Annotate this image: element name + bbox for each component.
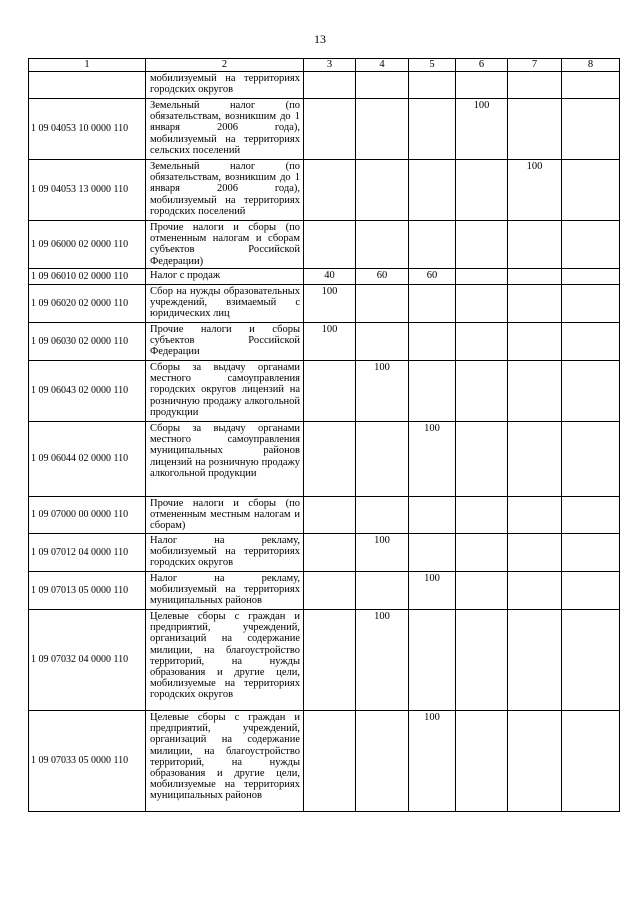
value-cell: [409, 610, 456, 711]
value-cell: [456, 422, 508, 497]
value-cell: [356, 497, 409, 534]
value-cell: [409, 497, 456, 534]
value-cell: [409, 534, 456, 572]
value-cell: [409, 361, 456, 422]
value-cell: [456, 361, 508, 422]
value-cell: [356, 323, 409, 361]
table-row: [29, 610, 620, 711]
value-cell: [456, 323, 508, 361]
value-cell: [562, 160, 620, 221]
tax-name: Сбор на нужды образовательных учреждений, взимаемый с юридических лиц: [146, 285, 304, 323]
tax-name: Земельный налог (по обязательствам, возникшим до 1 января 2006 года), мобилизуемый на территориях городских поселений: [146, 160, 304, 221]
column-header: 1: [29, 59, 146, 72]
value-cell: [456, 285, 508, 323]
value-cell: [409, 99, 456, 160]
budget-code: 1 09 06043 02 0000 110: [29, 361, 146, 422]
value-cell: [508, 610, 562, 711]
table-row: [29, 361, 620, 422]
value-cell: [304, 422, 356, 497]
value-cell: [562, 422, 620, 497]
value-cell: [508, 221, 562, 269]
value-cell: [562, 572, 620, 610]
value-cell: 100: [304, 285, 356, 323]
tax-name: Земельный налог (по обязательствам, возникшим до 1 января 2006 года), мобилизуемый на территориях сельских поселений: [146, 99, 304, 160]
value-cell: 60: [409, 269, 456, 285]
tax-name: Налог с продаж: [146, 269, 304, 285]
value-cell: [508, 422, 562, 497]
budget-code: 1 09 06044 02 0000 110: [29, 422, 146, 497]
value-cell: [304, 572, 356, 610]
budget-code: 1 09 07032 04 0000 110: [29, 610, 146, 711]
budget-code: 1 09 07012 04 0000 110: [29, 534, 146, 572]
column-header: 2: [146, 59, 304, 72]
value-cell: [304, 160, 356, 221]
value-cell: [508, 269, 562, 285]
table-row: [29, 534, 620, 572]
value-cell: [508, 72, 562, 99]
value-cell: [562, 361, 620, 422]
header-row: [29, 59, 620, 72]
tax-name: Сборы за выдачу органами местного самоуправления городских округов лицензий на розничную продажу алкогольной продукции: [146, 361, 304, 422]
tax-name: Прочие налоги и сборы субъектов Российской Федерации: [146, 323, 304, 361]
value-cell: [356, 711, 409, 812]
table-row: [29, 497, 620, 534]
tax-name: Прочие налоги и сборы (по отмененным местным налогам и сборам): [146, 497, 304, 534]
value-cell: 100: [456, 99, 508, 160]
table-row: [29, 323, 620, 361]
table-row: [29, 221, 620, 269]
value-cell: [508, 534, 562, 572]
value-cell: [456, 72, 508, 99]
value-cell: [409, 285, 456, 323]
value-cell: 60: [356, 269, 409, 285]
budget-code: 1 09 07000 00 0000 110: [29, 497, 146, 534]
value-cell: [304, 610, 356, 711]
value-cell: [304, 99, 356, 160]
tax-name: Целевые сборы с граждан и предприятий, учреждений, организаций на содержание милиции, на благоустройство территорий, на нужды образования и другие цели, мобилизуемые на территориях городских округов: [146, 610, 304, 711]
value-cell: [356, 422, 409, 497]
column-header: 5: [409, 59, 456, 72]
tax-name: Сборы за выдачу органами местного самоуправления муниципальных районов лицензий на розничную продажу алкогольной продукции: [146, 422, 304, 497]
value-cell: [456, 221, 508, 269]
value-cell: [508, 323, 562, 361]
value-cell: [508, 361, 562, 422]
value-cell: [508, 99, 562, 160]
column-header: 6: [456, 59, 508, 72]
column-header: 3: [304, 59, 356, 72]
table-row: [29, 711, 620, 812]
value-cell: [562, 711, 620, 812]
value-cell: 100: [356, 534, 409, 572]
value-cell: [456, 534, 508, 572]
value-cell: [356, 572, 409, 610]
table-row: [29, 572, 620, 610]
value-cell: [304, 221, 356, 269]
value-cell: [562, 497, 620, 534]
value-cell: [562, 99, 620, 160]
value-cell: [456, 572, 508, 610]
budget-code: 1 09 06010 02 0000 110: [29, 269, 146, 285]
budget-code: [29, 72, 146, 99]
value-cell: [562, 285, 620, 323]
value-cell: [562, 323, 620, 361]
value-cell: [409, 160, 456, 221]
value-cell: [456, 497, 508, 534]
column-header: 7: [508, 59, 562, 72]
budget-code: 1 09 07013 05 0000 110: [29, 572, 146, 610]
budget-code: 1 09 06000 02 0000 110: [29, 221, 146, 269]
value-cell: 100: [409, 422, 456, 497]
table-row: [29, 269, 620, 285]
budget-code: 1 09 07033 05 0000 110: [29, 711, 146, 812]
value-cell: 40: [304, 269, 356, 285]
budget-code: 1 09 04053 13 0000 110: [29, 160, 146, 221]
value-cell: 100: [356, 610, 409, 711]
value-cell: [304, 497, 356, 534]
value-cell: [304, 361, 356, 422]
value-cell: 100: [356, 361, 409, 422]
value-cell: [562, 221, 620, 269]
value-cell: 100: [508, 160, 562, 221]
value-cell: [304, 534, 356, 572]
value-cell: 100: [409, 711, 456, 812]
value-cell: [508, 572, 562, 610]
value-cell: [356, 221, 409, 269]
table-row: [29, 422, 620, 497]
value-cell: [409, 323, 456, 361]
value-cell: [304, 72, 356, 99]
value-cell: [562, 72, 620, 99]
value-cell: 100: [409, 572, 456, 610]
tax-name: мобилизуемый на территориях городских округов: [146, 72, 304, 99]
value-cell: [356, 285, 409, 323]
tax-name: Налог на рекламу, мобилизуемый на территориях муниципальных районов: [146, 572, 304, 610]
tax-name: Налог на рекламу, мобилизуемый на территориях городских округов: [146, 534, 304, 572]
budget-table: [28, 58, 620, 812]
table-row: [29, 160, 620, 221]
value-cell: [356, 72, 409, 99]
value-cell: [409, 221, 456, 269]
value-cell: [304, 711, 356, 812]
value-cell: [356, 99, 409, 160]
value-cell: [562, 610, 620, 711]
value-cell: [456, 711, 508, 812]
value-cell: [508, 497, 562, 534]
value-cell: 100: [304, 323, 356, 361]
page-number: 13: [314, 32, 326, 46]
value-cell: [508, 711, 562, 812]
table-row: [29, 285, 620, 323]
table-row: [29, 72, 620, 99]
table-row: [29, 99, 620, 160]
value-cell: [456, 160, 508, 221]
value-cell: [356, 160, 409, 221]
value-cell: [409, 72, 456, 99]
value-cell: [562, 269, 620, 285]
value-cell: [456, 269, 508, 285]
column-header: 4: [356, 59, 409, 72]
budget-code: 1 09 06030 02 0000 110: [29, 323, 146, 361]
column-header: 8: [562, 59, 620, 72]
value-cell: [508, 285, 562, 323]
tax-name: Целевые сборы с граждан и предприятий, учреждений, организаций на содержание милиции, на благоустройство территорий, на нужды образования и другие цели, мобилизуемые на территориях муниципальных районов: [146, 711, 304, 812]
budget-code: 1 09 06020 02 0000 110: [29, 285, 146, 323]
budget-code: 1 09 04053 10 0000 110: [29, 99, 146, 160]
value-cell: [456, 610, 508, 711]
value-cell: [562, 534, 620, 572]
tax-name: Прочие налоги и сборы (по отмененным налогам и сборам субъектов Российской Федерации): [146, 221, 304, 269]
